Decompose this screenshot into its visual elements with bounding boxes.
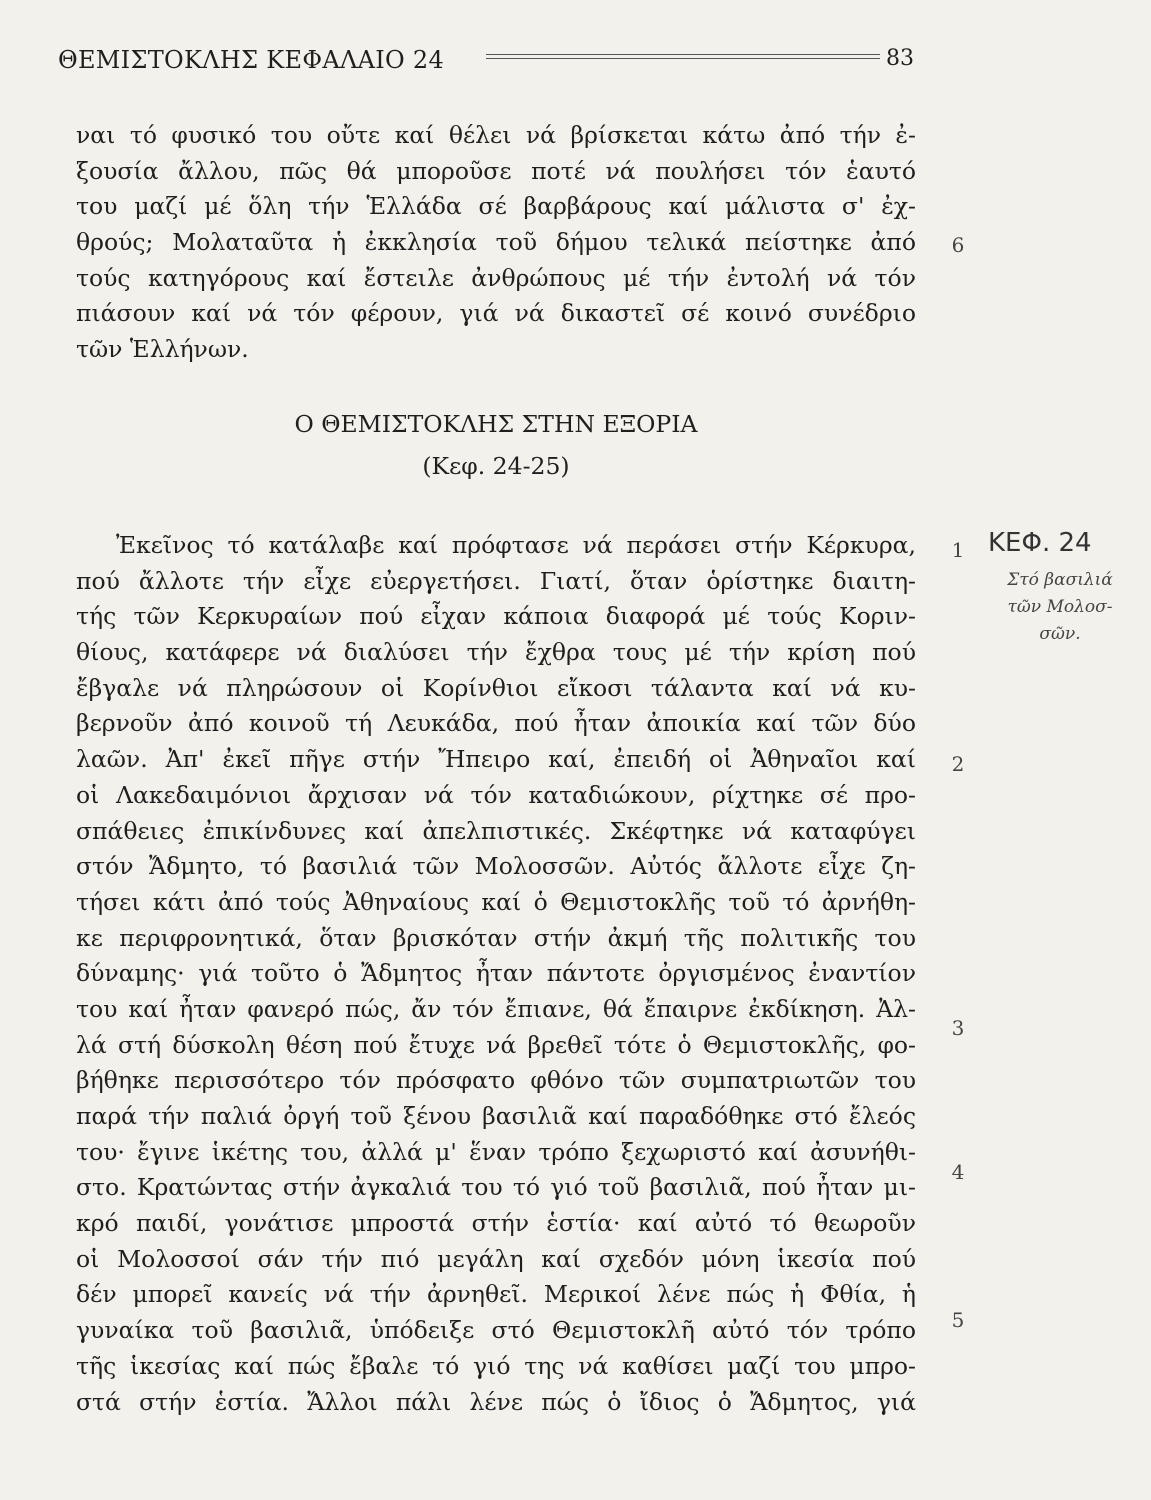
text-line: τήσει κάτι ἀπό τούς Ἀθηναίους καί ὁ Θεμιστοκλῆς τοῦ τό ἀρνήθη- — [76, 887, 916, 916]
text-line: στά στήν ἑστία. Ἄλλοι πάλι λένε πώς ὁ ἴδιος ὁ Ἄδμητος, γιά — [76, 1387, 916, 1416]
margin-number: 5 — [951, 1308, 965, 1332]
text-line: θίους, κατάφερε νά διαλύσει τήν ἔχθρα τους μέ τήν κρίση πού — [76, 638, 916, 667]
text-line: στόν Ἄδμητο, τό βασιλιά τῶν Μολοσσῶν. Αὐτός ἄλλοτε εἶχε ζη- — [76, 852, 916, 881]
text-line: του μαζί μέ ὅλη τήν Ἑλλάδα σέ βαρβάρους καί μάλιστα σ' ἐχ- — [76, 192, 916, 221]
text-line: ναι τό φυσικό του οὔτε καί θέλει νά βρίσκεται κάτω ἀπό τήν ἐ- — [76, 121, 916, 149]
text-line: κρό παιδί, γονάτισε μπροστά στήν ἑστία· καί αὐτό τό θεωροῦν — [76, 1209, 916, 1238]
top-paragraph — [76, 118, 916, 368]
margin-number: 4 — [951, 1160, 965, 1184]
sidenote-line: Στό βασιλιά — [1007, 570, 1113, 590]
text-line: τῶν Ἑλλήνων. — [76, 335, 249, 364]
text-line: Ἐκεῖνος τό κατάλαβε καί πρόφτασε νά περάσει στήν Κέρκυρα, — [116, 531, 916, 559]
text-line: του· ἔγινε ἱκέτης του, ἀλλά μ' ἕναν τρόπο ξεχωριστό καί ἀσυνήθι- — [76, 1137, 916, 1166]
page-number: 83 — [886, 46, 914, 71]
text-line: βήθηκε περισσότερο τόν πρόσφατο φθόνο τῶν συμπατριωτῶν του — [76, 1066, 916, 1095]
sidenote-line: σῶν. — [1039, 624, 1081, 644]
text-line: τῆς ἱκεσίας καί πώς ἔβαλε τό γιό της νά καθίσει μαζί του μπρο- — [76, 1351, 916, 1380]
text-line: λά στή δύσκολη θέση πού ἔτυχε νά βρεθεῖ τότε ὁ Θεμιστοκλῆς, φο- — [76, 1030, 916, 1059]
header-rule — [486, 54, 880, 59]
sidenote-heading: ΚΕΦ. 24 — [988, 528, 1092, 558]
text-line: ξουσία ἄλλου, πῶς θά μποροῦσε ποτέ νά πουλήσει τόν ἑαυτό — [76, 156, 916, 185]
text-line: πιάσουν καί νά τόν φέρουν, γιά νά δικαστεῖ σέ κοινό συνέδριο — [76, 299, 916, 328]
margin-number: 2 — [951, 752, 965, 776]
text-line: βερνοῦν ἀπό κοινοῦ τή Λευκάδα, πού ἦταν ἀποικία καί τῶν δύο — [76, 709, 916, 738]
text-line: ἔβγαλε νά πληρώσουν οἱ Κορίνθιοι εἴκοσι τάλαντα καί νά κυ- — [76, 673, 916, 702]
text-line: οἱ Λακεδαιμόνιοι ἄρχισαν νά τόν καταδιώκουν, ρίχτηκε σέ προ- — [76, 780, 916, 809]
sidenote — [990, 567, 1130, 648]
text-line: λαῶν. Ἀπ' ἐκεῖ πῆγε στήν Ἤπειρο καί, ἐπειδή οἱ Ἀθηναῖοι καί — [76, 745, 916, 774]
header-title: ΘΕΜΙΣΤΟΚΛΗΣ ΚΕΦΑΛΑΙΟ 24 — [58, 46, 445, 74]
text-line: τούς κατηγόρους καί ἔστειλε ἀνθρώπους μέ τήν ἐντολή νά τόν — [76, 263, 916, 292]
text-line: παρά τήν παλιά ὀργή τοῦ ξένου βασιλιᾶ καί παραδόθηκε στό ἔλεός — [76, 1102, 916, 1130]
running-header — [58, 44, 914, 74]
text-line: δύναμης· γιά τοῦτο ὁ Ἄδμητος ἦταν πάντοτε ὀργισμένος ἐναντίον — [76, 959, 916, 988]
section-title: Ο ΘΕΜΙΣΤΟΚΛΗΣ ΣΤΗΝ ΕΞΟΡΙΑ — [294, 410, 698, 438]
margin-number: 6 — [951, 233, 965, 257]
text-line: του καί ἦταν φανερό πώς, ἄν τόν ἔπιανε, θά ἔπαιρνε ἐκδίκηση. Ἀλ- — [76, 994, 916, 1023]
sidenote-line: τῶν Μολοσ- — [1007, 597, 1113, 617]
text-line: σπάθειες ἐπικίνδυνες καί ἀπελπιστικές. Σκέφτηκε νά καταφύγει — [76, 816, 916, 845]
section-subtitle: (Κεφ. 24-25) — [422, 452, 570, 480]
margin-number: 3 — [951, 1016, 965, 1040]
text-line: γυναίκα τοῦ βασιλιᾶ, ὑπόδειξε στό Θεμιστοκλῆ αὐτό τόν τρόπο — [76, 1316, 916, 1345]
text-line: οἱ Μολοσσοί σάν τήν πιό μεγάλη καί σχεδόν μόνη ἱκεσία πού — [76, 1244, 916, 1273]
text-line: στο. Κρατώντας στήν ἀγκαλιά του τό γιό τοῦ βασιλιᾶ, πού ἦταν μι- — [76, 1173, 916, 1202]
text-line: κε περιφρονητικά, ὅταν βρισκόταν στήν ἀκμή τῆς πολιτικῆς του — [76, 923, 916, 952]
text-line: δέν μπορεῖ κανείς νά τήν ἀρνηθεῖ. Μερικοί λένε πώς ἡ Φθία, ἡ — [76, 1280, 916, 1309]
text-line: θρούς; Μολαταῦτα ἡ ἐκκλησία τοῦ δήμου τελικά πείστηκε ἀπό — [76, 228, 916, 257]
text-line: τής τῶν Κερκυραίων πού εἶχαν κάποια διαφορά μέ τούς Κοριν- — [76, 602, 916, 631]
margin-number: 1 — [951, 538, 965, 562]
main-paragraph — [76, 528, 916, 1420]
text-line: πού ἄλλοτε τήν εἶχε εὐεργετήσει. Γιατί, ὅταν ὁρίστηκε διαιτη- — [76, 566, 916, 595]
